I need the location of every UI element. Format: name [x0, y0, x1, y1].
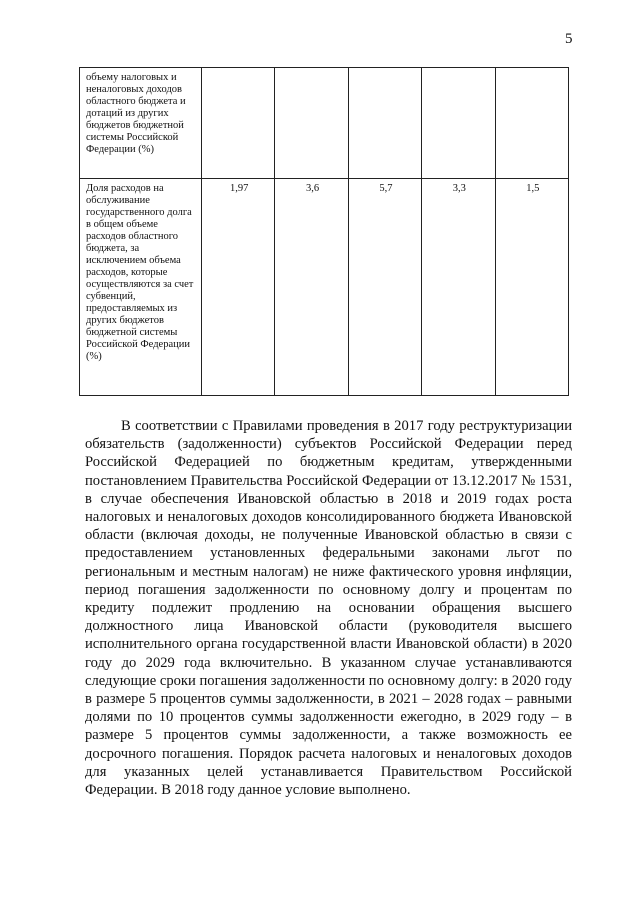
table-cell-value: 1,97: [202, 179, 275, 396]
page-number: 5: [565, 31, 573, 47]
table-row: [80, 179, 569, 396]
table-cell-value: 3,6: [275, 179, 348, 396]
table-cell-value: 1,5: [495, 179, 568, 396]
table-cell-value: [275, 68, 348, 179]
table-row: [80, 68, 569, 179]
body-paragraph: В соответствии с Правилами проведения в 2017 году реструктуризации обязательств (задолженности) субъектов Российской Федерации перед Российской Федерацией по бюджетным кредитам, утвержденными постановлением Правительства Российской Федерации от 13.12.2017 № 1531, в случае обеспечения Ивановской областью в 2018 и 2019 годах роста налоговых и неналоговых доходов консолидированного бюджета Ивановской области (включая доходы, не полученные Ивановской областью в связи с предоставлением установленных федеральными законами льгот по региональным и местным налогам) не ниже фактического уровня инфляции, период погашения задолженности по основному долгу и процентам по кредиту подлежит продлению на основании обращения высшего должностного лица Ивановской области (руководителя высшего исполнительного органа государственной власти Ивановской области) в 2020 году до 2029 года включительно. В указанном случае устанавливаются следующие сроки погашения задолженности по основному долгу: в 2020 году в размере 5 процентов суммы задолженности, в 2021 – 2028 годах – равными долями по 10 процентов суммы задолженности ежегодно, в 2029 году – в размере 5 процентов суммы задолженности, а также возможность ее досрочного погашения. Порядок расчета налоговых и неналоговых доходов для указанных целей устанавливается Правительством Российской Федерации. В 2018 году данное условие выполнено.: [85, 418, 572, 799]
table-cell-value: [422, 68, 495, 179]
indicators-table: [79, 67, 569, 396]
table-cell-value: [495, 68, 568, 179]
table-cell-value: [348, 68, 421, 179]
table-cell-value: 5,7: [348, 179, 421, 396]
table-cell-value: [202, 68, 275, 179]
table-cell-value: 3,3: [422, 179, 495, 396]
table-cell-label: объему налоговых и неналоговых доходов областного бюджета и дотаций из других бюджетов бюджетной системы Российской Федерации (%): [80, 68, 202, 179]
table-cell-label: Доля расходов на обслуживание государственного долга в общем объеме расходов областного бюджета, за исключением объема расходов, которые осуществляются за счет субвенций, предоставляемых из других бюджетов бюджетной системы Российской Федерации (%): [80, 179, 202, 396]
